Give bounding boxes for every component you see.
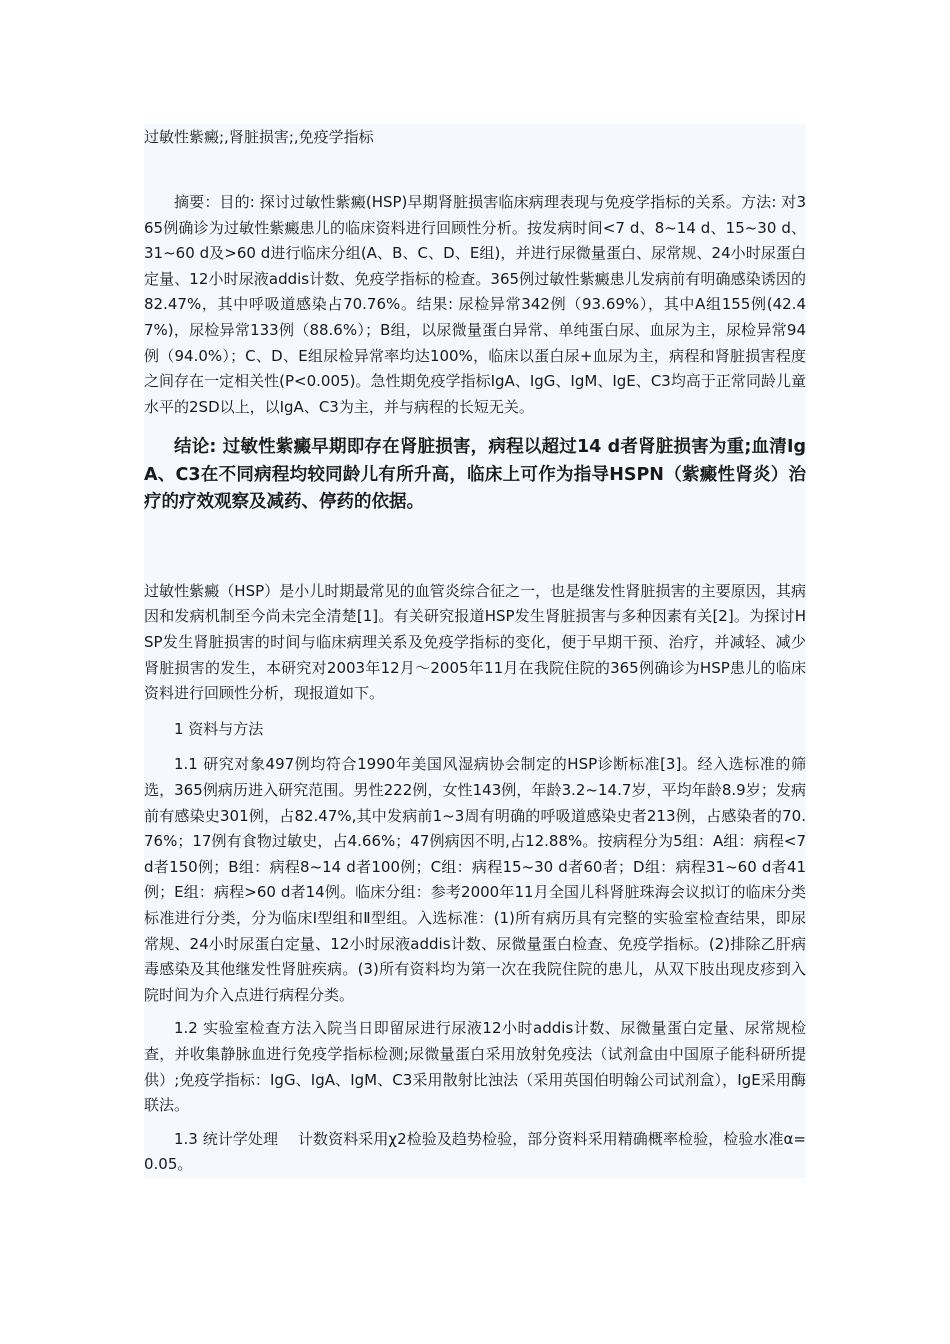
spacer	[144, 561, 806, 579]
spacer	[144, 742, 806, 752]
spacer	[144, 1119, 806, 1127]
section-heading: 1 资料与方法	[174, 719, 264, 738]
document-page	[144, 124, 806, 1178]
intro-paragraph: 过敏性紫癜（HSP）是小儿时期最常见的血管炎综合征之一，也是继发性肾脏损害的主要原因，其病因和发病机制至今尚未完全清楚[1]。有关研究报道HSP发生肾脏损害与多种因素有关[2]。为探讨HSP发生肾脏损害的时间与临床病理关系及免疫学指标的变化，便于早期干预、治疗，并减轻、减少肾脏损害的发生，本研究对2003年12月～2005年11月在我院住院的365例确诊为HSP患儿的临床资料进行回顾性分析，现报道如下。	[144, 581, 806, 703]
spacer	[144, 1008, 806, 1016]
conclusion-paragraph: 结论: 过敏性紫癜早期即存在肾脏损害，病程以超过14 d者肾脏损害为重;血清IgA、C3在不同病程均较同龄儿有所升高，临床上可作为指导HSPN（紫癜性肾炎）治疗的疗效观察及减药、停药的依据。	[144, 437, 806, 513]
paragraph-1-2: 1.2 实验室检查方法入院当日即留尿进行尿液12小时addis计数、尿微量蛋白定量、尿常规检查，并收集静脉血进行免疫学指标检测;尿微量蛋白采用放射免疫法（试剂盒由中国原子能科研所提供）;免疫学指标：IgG、IgA、IgM、C3采用散射比浊法（采用英国伯明翰公司试剂盒），IgE采用酶联法。	[144, 1019, 806, 1115]
keywords-line: 过敏性紫癜;,肾脏损害;,免疫学指标	[144, 128, 374, 146]
paragraph-1-1: 1.1 研究对象497例均符合1990年美国风湿病协会制定的HSP诊断标准[3]。经入选标准的筛选，365例病历进入研究范围。男性222例，女性143例，年龄3.2~14.7岁，平均年龄8.9岁；发病前有感染史301例，占82.47%,其中发病前1~3周有明确的呼吸道感染史者213例，占感染者的70.76%；17例有食物过敏史，占4.66%；47例病因不明,占12.88%。按病程分为5组：A组：病程<7 d者150例；B组：病程8~14 d者100例；C组：病程15~30 d者60者；D组：病程31~60 d者41例；E组：病程>60 d者14例。临床分组：参考2000年11月全国儿科肾脏珠海会议拟订的临床分类标准进行分类，分为临床Ⅰ型组和Ⅱ型组。入选标准：(1)所有病历具有完整的实验室检查结果，即尿常规、24小时尿蛋白定量、12小时尿液addis计数、尿微量蛋白检查、免疫学指标。(2)排除乙肝病毒感染及其他继发性肾脏疾病。(3)所有资料均为第一次在我院住院的患儿，从双下肢出现皮疹到入院时间为介入点进行病程分类。	[144, 755, 806, 1004]
spacer	[144, 517, 806, 561]
abstract-paragraph: 摘要：目的: 探讨过敏性紫癜(HSP)早期肾脏损害临床病理表现与免疫学指标的关系。方法: 对365例确诊为过敏性紫癜患儿的临床资料进行回顾性分析。按发病时间<7 d、8~14 d、15~30 d、31~60 d及>60 d进行临床分组(A、B、C、D、E组)，并进行尿微量蛋白、尿常规、24小时尿蛋白定量、12小时尿液addis计数、免疫学指标的检查。365例过敏性紫癜患儿发病前有明确感染诱因的82.47%，其中呼吸道感染占70.76%。结果: 尿检异常342例（93.69%），其中A组155例(42.47%)，尿检异常133例（88.6%）；B组，以尿微量蛋白异常、单纯蛋白尿、血尿为主，尿检异常94例（94.0%）；C、D、E组尿检异常率均达100%，临床以蛋白尿+血尿为主，病程和肾脏损害程度之间存在一定相关性(P<0.005)。急性期免疫学指标IgA、IgG、IgM、IgE、C3均高于正常同龄儿童水平的2SD以上，以IgA、C3为主，并与病程的长短无关。	[144, 193, 806, 416]
paragraph-1-3: 1.3 统计学处理 计数资料采用χ2检验及趋势检验，部分资料采用精确概率检验，检验水准α=0.05。	[144, 1129, 806, 1174]
spacer	[144, 707, 806, 717]
